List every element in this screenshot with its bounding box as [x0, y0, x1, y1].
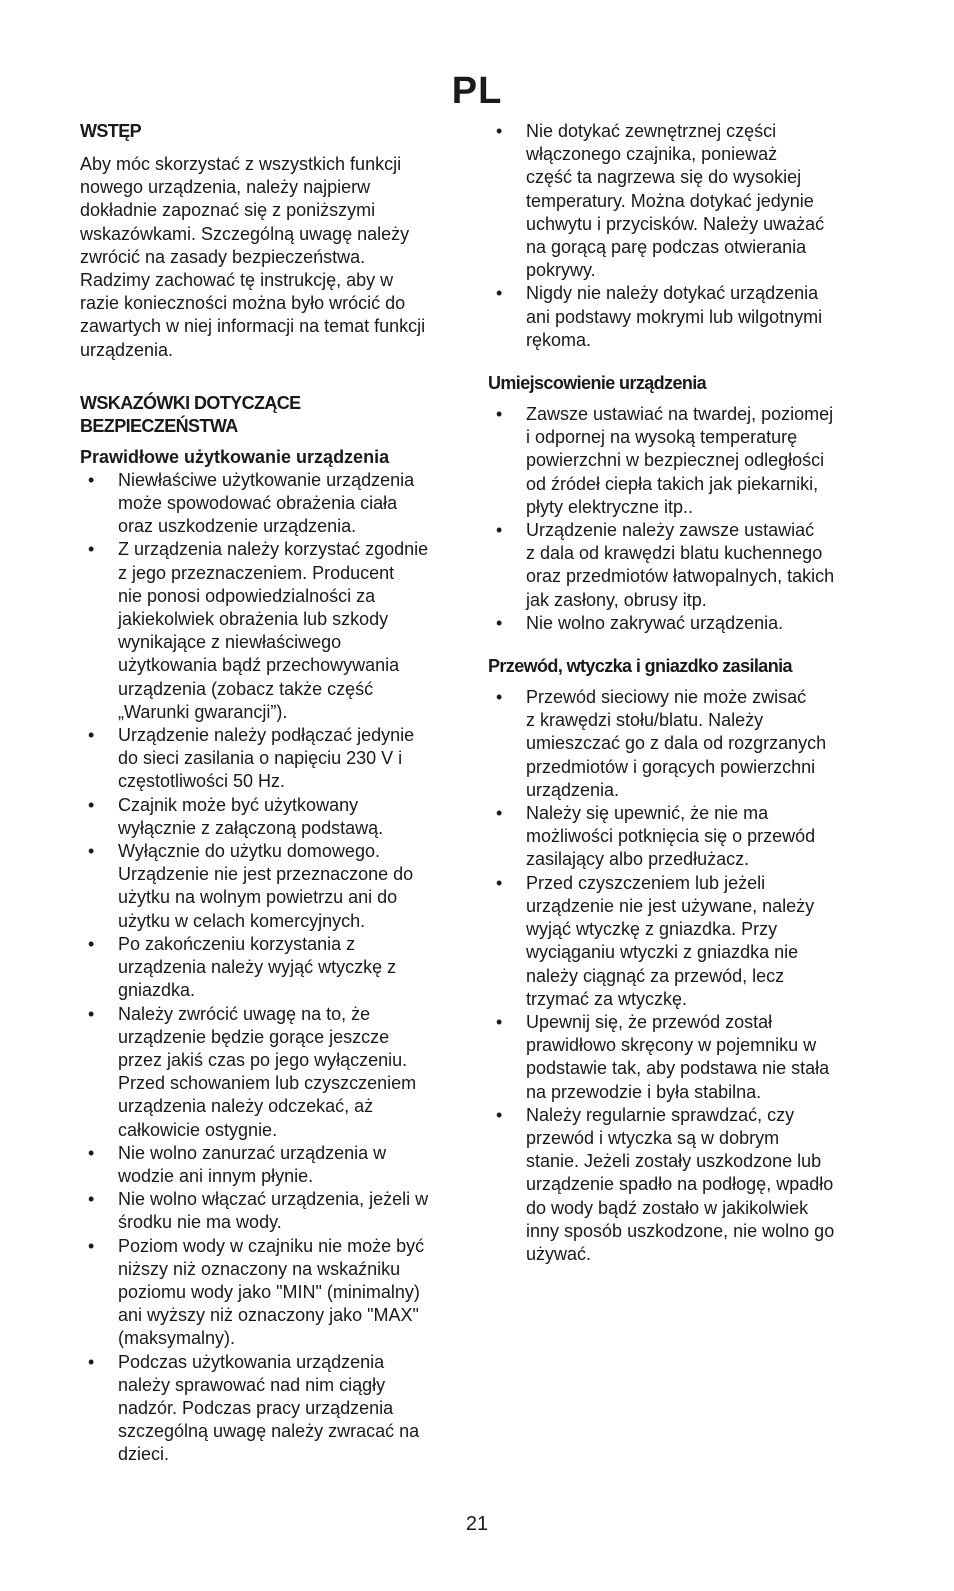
bullet-icon: •	[496, 1011, 503, 1032]
list-item-line: (maksymalny).	[118, 1328, 236, 1349]
list-item	[488, 612, 868, 635]
list-item-line: Należy regularnie sprawdzać, czy	[526, 1104, 795, 1125]
list-item-line: możliwości potknięcia się o przewód	[526, 826, 816, 847]
list-item-line: używać.	[526, 1243, 592, 1264]
list-item-line: Wyłącznie do użytku domowego.	[118, 841, 380, 862]
list-item	[80, 840, 458, 933]
list-item-line: użytkowania bądź przechowywania	[118, 655, 400, 676]
intro-title: WSTĘP	[80, 121, 142, 141]
paragraph-line: Radzimy zachować tę instrukcję, aby w	[80, 270, 394, 291]
list-item	[80, 1003, 458, 1142]
list-item-line: podstawie tak, aby podstawa nie stała	[526, 1058, 830, 1079]
list-item-line: Zawsze ustawiać na twardej, poziomej	[526, 404, 834, 425]
list-item-line: powierzchni w bezpiecznej odległości	[526, 450, 825, 471]
cord-title: Przewód, wtyczka i gniazdko zasilania	[488, 656, 792, 677]
list-item-line: ani wyższy niż oznaczony jako "MAX"	[118, 1305, 419, 1326]
bullet-icon: •	[496, 520, 503, 541]
bullet-icon: •	[88, 794, 95, 815]
list-item-line: pokrywy.	[526, 260, 596, 281]
list-item-line: przez jakiś czas po jego wyłączeniu.	[118, 1049, 408, 1070]
safety-title	[80, 392, 458, 438]
list-item-line: nadzór. Podczas pracy urządzenia	[118, 1397, 394, 1418]
list-item-line: Przed czyszczeniem lub jeżeli	[526, 872, 766, 893]
list-item-line: oraz przedmiotów łatwopalnych, takich	[526, 566, 835, 587]
list-item-line: temperatury. Można dotykać jedynie	[526, 190, 814, 211]
list-item-line: płyty elektryczne itp..	[526, 496, 694, 517]
list-item-line: Nie dotykać zewnętrznej części	[526, 121, 777, 141]
list-item-line: wynikające z niewłaściwego	[118, 632, 342, 653]
list-item-line: urządzenie będzie gorące jeszcze	[118, 1026, 390, 1047]
bullet-icon: •	[88, 469, 95, 490]
paragraph-line: zwrócić na zasady bezpieczeństwa.	[80, 246, 366, 267]
list-item	[80, 1351, 458, 1467]
list-item	[80, 1188, 458, 1234]
list-item-line: Podczas użytkowania urządzenia	[118, 1351, 385, 1372]
list-item	[80, 1142, 458, 1188]
list-item-line: wyciąganiu wtyczki z gniazdka nie	[526, 942, 799, 963]
list-item-line: Nie wolno zakrywać urządzenia.	[526, 612, 784, 633]
list-item-line: wodzie ani innym płynie.	[118, 1165, 314, 1186]
list-item-line: Nigdy nie należy dotykać urządzenia	[526, 283, 819, 304]
list-item-line: umieszczać go z dala od rozgrzanych	[526, 733, 827, 754]
list-item-line: Nie wolno zanurzać urządzenia w	[118, 1142, 387, 1163]
list-item-line: inny sposób uszkodzone, nie wolno go	[526, 1220, 835, 1241]
paragraph-line: zawartych w niej informacji na temat funkcji	[80, 316, 426, 337]
list-item	[80, 469, 458, 539]
list-item-line: niższy niż oznaczony na wskaźniku	[118, 1258, 401, 1279]
list-item-line: na przewodzie i była stabilna.	[526, 1081, 762, 1102]
list-item-line: dzieci.	[118, 1444, 170, 1465]
list-item-line: włączonego czajnika, ponieważ	[526, 144, 778, 165]
list-item-line: częstotliwości 50 Hz.	[118, 771, 286, 792]
bullet-icon: •	[88, 1189, 95, 1210]
list-item	[488, 519, 868, 612]
list-item-line: „Warunki gwarancji”).	[118, 701, 288, 722]
list-item	[80, 1235, 458, 1351]
list-item-line: prawidłowo skręcony w pojemniku w	[526, 1035, 817, 1056]
list-item-line: trzymać za wtyczkę.	[526, 988, 688, 1009]
list-item-line: użytku w celach komercyjnych.	[118, 910, 366, 931]
list-item	[488, 802, 868, 872]
list-item-line: stanie. Jeżeli zostały uszkodzone lub	[526, 1151, 822, 1172]
list-item-line: wyłącznie z załączoną podstawą.	[118, 817, 384, 838]
list-item-line: przewód i wtyczka są w dobrym	[526, 1127, 780, 1148]
safety-title-line1: WSKAZÓWKI DOTYCZĄCE	[80, 392, 301, 413]
list-item-line: urządzenia należy wyjąć wtyczkę z	[118, 957, 397, 978]
list-item-line: wyjąć wtyczkę z gniazdka. Przy	[526, 919, 778, 940]
list-item-line: gniazdka.	[118, 980, 196, 1001]
usage-subtitle: Prawidłowe użytkowanie urządzenia	[80, 446, 390, 467]
list-item-line: Należy się upewnić, że nie ma	[526, 803, 769, 824]
list-item-line: do sieci zasilania o napięciu 230 V i	[118, 748, 403, 769]
intro-paragraph	[80, 153, 458, 362]
list-item-line: może spowodować obrażenia ciała	[118, 493, 398, 514]
bullet-icon: •	[88, 933, 95, 954]
page-number: 21	[465, 1513, 489, 1535]
list-item-line: z dala od krawędzi blatu kuchennego	[526, 543, 823, 564]
bullet-icon: •	[88, 1142, 95, 1163]
bullet-icon: •	[496, 803, 503, 824]
list-item-line: do wody bądź zostało w jakikolwiek	[526, 1197, 809, 1218]
list-item-line: Z urządzenia należy korzystać zgodnie	[118, 539, 429, 560]
list-item-line: Urządzenie należy podłączać jedynie	[118, 725, 415, 746]
paragraph-line: dokładnie zapoznać się z poniższymi	[80, 200, 376, 221]
bullet-icon: •	[496, 872, 503, 893]
list-item-line: należy ciągnąć za przewód, lecz	[526, 965, 785, 986]
usage-list	[80, 469, 458, 1467]
page-language-heading: PL	[451, 70, 503, 112]
list-item-line: urządzenie spadło na podłogę, wpadło	[526, 1174, 834, 1195]
bullet-icon: •	[88, 725, 95, 746]
list-item-line: ani podstawy mokrymi lub wilgotnymi	[526, 306, 823, 327]
list-item-line: Przewód sieciowy nie może zwisać	[526, 687, 807, 708]
list-item	[488, 872, 868, 1011]
list-item-line: Po zakończeniu korzystania z	[118, 933, 356, 954]
list-item-line: część ta nagrzewa się do wysokiej	[526, 167, 802, 188]
safety-title-line2: BEZPIECZEŃSTWA	[80, 415, 238, 436]
list-item	[488, 1104, 868, 1266]
placement-list	[488, 403, 868, 635]
cord-list	[488, 686, 868, 1266]
list-item-line: urządzenia (zobacz także część	[118, 678, 374, 699]
list-item-line: z krawędzi stołu/blatu. Należy	[526, 710, 764, 731]
list-item	[80, 794, 458, 840]
bullet-icon: •	[496, 687, 503, 708]
list-item-line: na gorącą parę podczas otwierania	[526, 237, 807, 258]
list-item-line: środku nie ma wody.	[118, 1212, 282, 1233]
bullet-icon: •	[496, 283, 503, 304]
bullet-icon: •	[496, 1104, 503, 1125]
list-item	[488, 120, 868, 282]
list-item	[488, 1011, 868, 1104]
list-item-line: jakiekolwiek obrażenia lub szkody	[118, 609, 389, 630]
list-item-line: Urządzenie nie jest przeznaczone do	[118, 864, 414, 885]
list-item-line: Upewnij się, że przewód został	[526, 1011, 773, 1032]
paragraph-line: razie konieczności można było wrócić do	[80, 293, 406, 314]
list-item	[488, 282, 868, 352]
paragraph-line: wskazówkami. Szczególną uwagę należy	[80, 223, 410, 244]
list-item-line: uchwytu i przycisków. Należy uważać	[526, 213, 825, 234]
list-item	[80, 538, 458, 724]
list-item-line: urządzenia należy odczekać, aż	[118, 1096, 374, 1117]
list-item-line: szczególną uwagę należy zwracać na	[118, 1421, 420, 1442]
bullet-icon: •	[88, 539, 95, 560]
list-item-line: urządzenie nie jest używane, należy	[526, 895, 815, 916]
bullet-icon: •	[496, 612, 503, 633]
list-item-line: rękoma.	[526, 329, 592, 350]
list-item-line: poziomu wody jako "MIN" (minimalny)	[118, 1281, 420, 1302]
bullet-icon: •	[88, 1235, 95, 1256]
paragraph-line: nowego urządzenia, należy najpierw	[80, 177, 371, 198]
list-item	[488, 686, 868, 802]
list-item-line: użytku na wolnym powietrzu ani do	[118, 887, 398, 908]
list-item-line: Niewłaściwe użytkowanie urządzenia	[118, 469, 415, 490]
contact-list	[488, 120, 868, 352]
list-item-line: z jego przeznaczeniem. Producent	[118, 562, 395, 583]
list-item-line: należy sprawować nad nim ciągły	[118, 1374, 386, 1395]
placement-title: Umiejscowienie urządzenia	[488, 373, 707, 394]
list-item-line: Należy zwrócić uwagę na to, że	[118, 1003, 371, 1024]
list-item-line: oraz uszkodzenie urządzenia.	[118, 516, 357, 537]
bullet-icon: •	[88, 1351, 95, 1372]
list-item-line: zasilający albo przedłużacz.	[526, 849, 750, 870]
list-item-line: urządzenia.	[526, 779, 620, 800]
bullet-icon: •	[496, 404, 503, 425]
list-item-line: Poziom wody w czajniku nie może być	[118, 1235, 425, 1256]
list-item-line: nie ponosi odpowiedzialności za	[118, 585, 376, 606]
list-item-line: Urządzenie należy zawsze ustawiać	[526, 520, 815, 541]
right-column	[488, 120, 868, 1266]
paragraph-line: Aby móc skorzystać z wszystkich funkcji	[80, 154, 402, 174]
left-column	[80, 120, 458, 1467]
list-item-line: Czajnik może być użytkowany	[118, 794, 359, 815]
list-item-line: jak zasłony, obrusy itp.	[526, 589, 707, 610]
list-item-line: całkowicie ostygnie.	[118, 1119, 278, 1140]
list-item	[80, 724, 458, 794]
list-item-line: przedmiotów i gorących powierzchni	[526, 756, 816, 777]
list-item	[80, 933, 458, 1003]
list-item-line: Nie wolno włączać urządzenia, jeżeli w	[118, 1189, 429, 1210]
list-item-line: i odpornej na wysoką temperaturę	[526, 427, 798, 448]
list-item-line: od źródeł ciepła takich jak piekarniki,	[526, 473, 819, 494]
list-item-line: Przed schowaniem lub czyszczeniem	[118, 1073, 417, 1094]
list-item	[488, 403, 868, 519]
bullet-icon: •	[88, 841, 95, 862]
bullet-icon: •	[88, 1003, 95, 1024]
bullet-icon: •	[496, 121, 503, 141]
paragraph-line: urządzenia.	[80, 339, 174, 360]
